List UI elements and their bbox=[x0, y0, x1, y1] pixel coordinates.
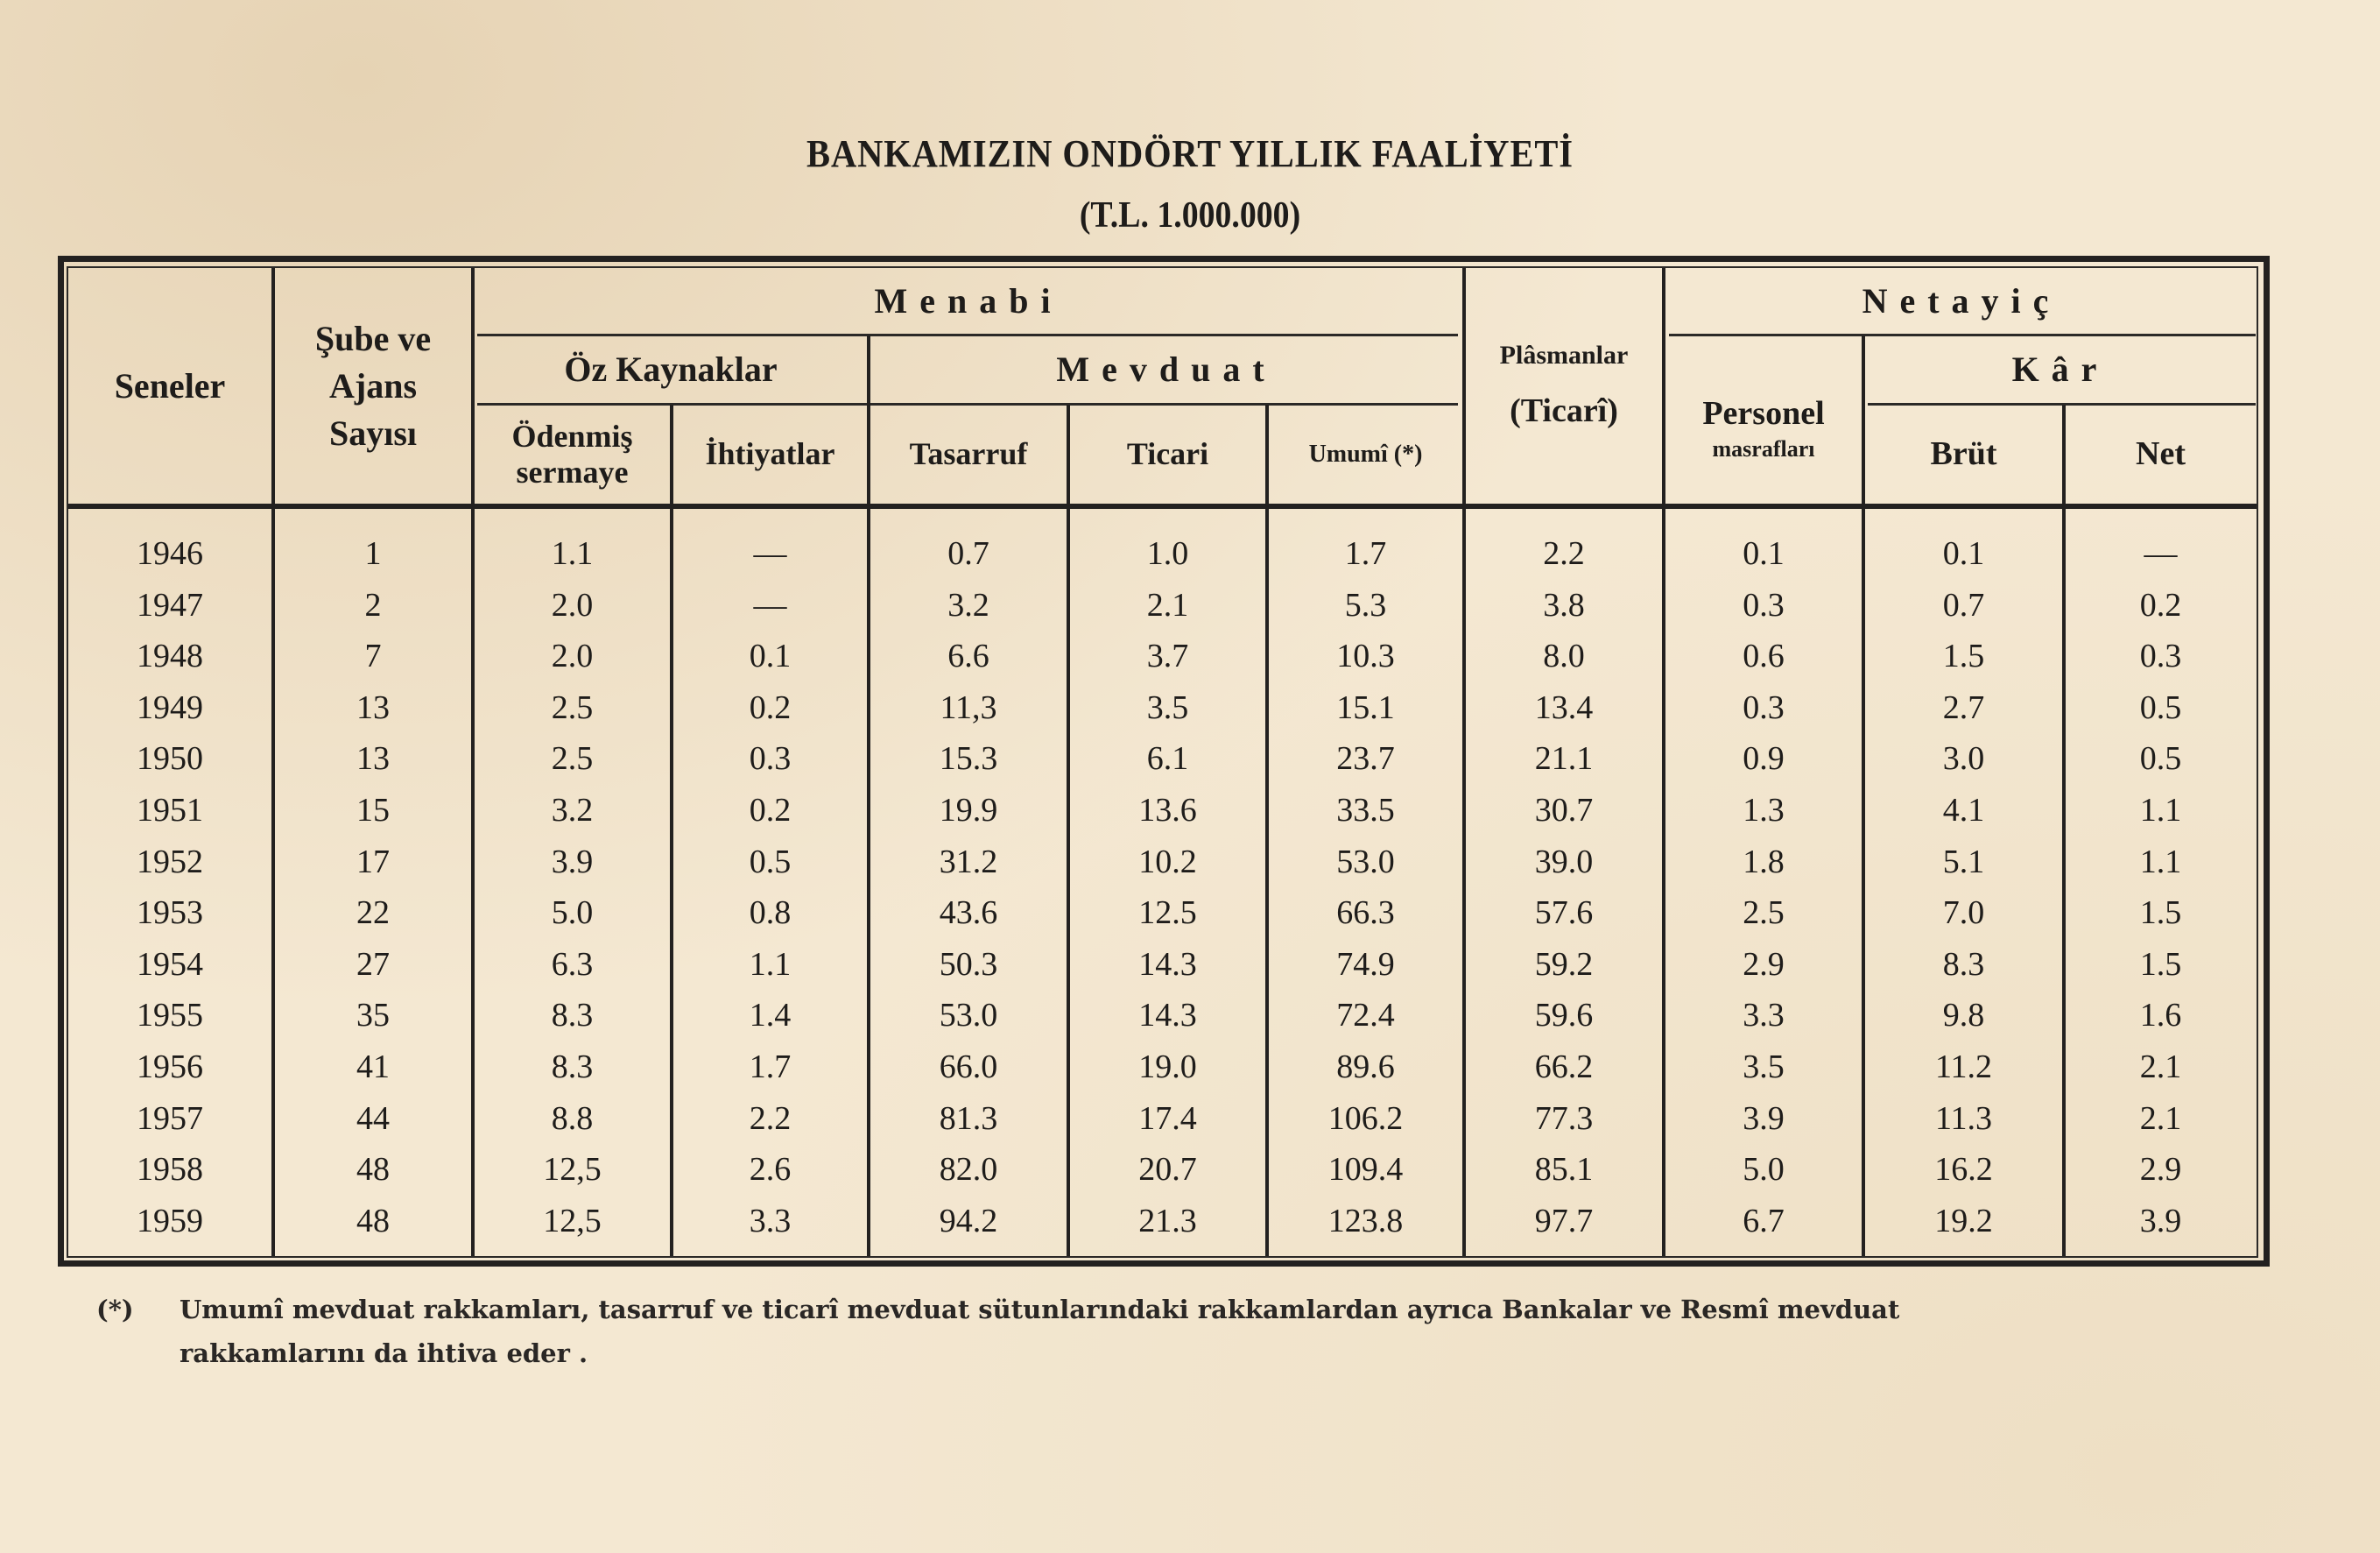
header-netayic: Netayiç bbox=[1862, 280, 2061, 321]
cell-net: 0.2 bbox=[2139, 586, 2182, 624]
cell-tasarruf: 11,3 bbox=[940, 688, 997, 726]
cell-brut: 16.2 bbox=[1934, 1151, 1993, 1189]
cell-tasarruf: 94.2 bbox=[939, 1202, 998, 1239]
cell-personel: 0.3 bbox=[1743, 586, 1785, 624]
cell-seneler: 1958 bbox=[137, 1151, 203, 1189]
cell-odenmis_sermaye: 2.0 bbox=[551, 586, 594, 624]
cell-tasarruf: 15.3 bbox=[939, 740, 998, 778]
cell-ihtiyatlar: 1.1 bbox=[749, 945, 792, 983]
cell-personel: 0.3 bbox=[1743, 688, 1785, 726]
cell-umumi: 72.4 bbox=[1336, 997, 1395, 1034]
cell-ihtiyatlar: 0.2 bbox=[749, 792, 792, 829]
cell-ihtiyatlar: 3.3 bbox=[749, 1202, 792, 1239]
cell-tasarruf: 0.7 bbox=[947, 535, 989, 572]
cell-net: — bbox=[2144, 535, 2178, 572]
cell-sube_ajans: 27 bbox=[356, 945, 390, 983]
cell-ticari: 2.1 bbox=[1146, 586, 1189, 624]
cell-ticari: 20.7 bbox=[1138, 1151, 1197, 1189]
header-mevduat: Mevduat bbox=[1056, 349, 1277, 389]
cell-tasarruf: 3.2 bbox=[947, 586, 989, 624]
cell-seneler: 1957 bbox=[137, 1099, 203, 1137]
header-odenmis-line2: sermaye bbox=[516, 455, 629, 490]
cell-net: 2.1 bbox=[2139, 1099, 2182, 1137]
cell-plasmanlar: 59.6 bbox=[1534, 997, 1594, 1034]
cell-seneler: 1948 bbox=[137, 638, 203, 675]
cell-net: 1.5 bbox=[2139, 894, 2182, 932]
cell-brut: 4.1 bbox=[1942, 792, 1985, 829]
cell-umumi: 123.8 bbox=[1327, 1202, 1404, 1239]
cell-odenmis_sermaye: 3.2 bbox=[551, 792, 594, 829]
cell-seneler: 1950 bbox=[137, 740, 203, 778]
cell-plasmanlar: 57.6 bbox=[1534, 894, 1594, 932]
cell-ticari: 14.3 bbox=[1138, 997, 1197, 1034]
cell-tasarruf: 82.0 bbox=[939, 1151, 998, 1189]
cell-ticari: 3.7 bbox=[1146, 638, 1189, 675]
cell-plasmanlar: 39.0 bbox=[1534, 843, 1594, 880]
cell-plasmanlar: 21.1 bbox=[1534, 740, 1594, 778]
cell-umumi: 53.0 bbox=[1336, 843, 1395, 880]
cell-odenmis_sermaye: 3.9 bbox=[551, 843, 594, 880]
cell-seneler: 1954 bbox=[137, 945, 203, 983]
cell-umumi: 109.4 bbox=[1327, 1151, 1404, 1189]
header-personel bbox=[1665, 336, 1862, 504]
cell-odenmis_sermaye: 1.1 bbox=[551, 535, 594, 572]
cell-net: 2.9 bbox=[2139, 1151, 2182, 1189]
cell-seneler: 1946 bbox=[137, 535, 203, 572]
cell-sube_ajans: 2 bbox=[364, 586, 382, 624]
header-sube-ajans bbox=[275, 268, 471, 504]
cell-tasarruf: 19.9 bbox=[939, 792, 998, 829]
cell-personel: 2.5 bbox=[1743, 894, 1785, 932]
cell-brut: 1.5 bbox=[1942, 638, 1985, 675]
cell-odenmis_sermaye: 8.8 bbox=[551, 1099, 594, 1137]
cell-brut: 3.0 bbox=[1942, 740, 1985, 778]
cell-ticari: 10.2 bbox=[1138, 843, 1197, 880]
cell-ihtiyatlar: 0.3 bbox=[749, 740, 792, 778]
cell-sube_ajans: 15 bbox=[356, 792, 390, 829]
cell-sube_ajans: 7 bbox=[364, 638, 382, 675]
cell-sube_ajans: 44 bbox=[356, 1099, 390, 1137]
cell-personel: 5.0 bbox=[1743, 1151, 1785, 1189]
header-sube-line2: Ajans bbox=[328, 365, 418, 406]
cell-plasmanlar: 77.3 bbox=[1534, 1099, 1594, 1137]
cell-ihtiyatlar: 0.5 bbox=[749, 843, 792, 880]
cell-odenmis_sermaye: 2.0 bbox=[551, 638, 594, 675]
cell-ticari: 3.5 bbox=[1146, 688, 1189, 726]
cell-sube_ajans: 41 bbox=[356, 1048, 390, 1085]
cell-ihtiyatlar: 2.6 bbox=[749, 1151, 792, 1189]
cell-sube_ajans: 35 bbox=[356, 997, 390, 1034]
cell-umumi: 106.2 bbox=[1327, 1099, 1404, 1137]
cell-sube_ajans: 48 bbox=[356, 1202, 390, 1239]
footnote-mark: (*) bbox=[96, 1295, 134, 1324]
cell-personel: 0.1 bbox=[1743, 535, 1785, 572]
cell-net: 1.5 bbox=[2139, 945, 2182, 983]
cell-tasarruf: 31.2 bbox=[939, 843, 998, 880]
cell-plasmanlar: 66.2 bbox=[1534, 1048, 1594, 1085]
header-plasmanlar-line2: (Ticarî) bbox=[1510, 392, 1618, 429]
cell-odenmis_sermaye: 2.5 bbox=[551, 740, 594, 778]
cell-personel: 2.9 bbox=[1743, 945, 1785, 983]
header-bottom-rule bbox=[68, 504, 2257, 509]
cell-ticari: 14.3 bbox=[1138, 945, 1197, 983]
cell-personel: 3.3 bbox=[1743, 997, 1785, 1034]
cell-umumi: 10.3 bbox=[1336, 638, 1395, 675]
cell-odenmis_sermaye: 12,5 bbox=[543, 1151, 602, 1189]
cell-net: 0.5 bbox=[2139, 688, 2182, 726]
cell-personel: 1.3 bbox=[1743, 792, 1785, 829]
header-sube-line1: Şube ve bbox=[314, 318, 432, 358]
cell-brut: 19.2 bbox=[1934, 1202, 1993, 1239]
cell-ticari: 17.4 bbox=[1138, 1099, 1197, 1137]
footnote-text: Umumî mevduat rakkamları, tasarruf ve ticarî mevduat sütunlarındaki rakkamlardan ayrıca Bankalar ve Resmî mevduat rakkamlarını da ihtiva eder . bbox=[180, 1295, 1900, 1368]
cell-umumi: 5.3 bbox=[1344, 586, 1387, 624]
cell-net: 1.6 bbox=[2139, 997, 2182, 1034]
cell-umumi: 1.7 bbox=[1344, 535, 1387, 572]
header-ticari: Ticari bbox=[1126, 436, 1209, 472]
cell-odenmis_sermaye: 8.3 bbox=[551, 1048, 594, 1085]
header-ihtiyatlar: İhtiyatlar bbox=[705, 436, 835, 472]
cell-net: 1.1 bbox=[2139, 792, 2182, 829]
cell-brut: 8.3 bbox=[1942, 945, 1985, 983]
cell-personel: 3.9 bbox=[1743, 1099, 1785, 1137]
cell-tasarruf: 53.0 bbox=[939, 997, 998, 1034]
cell-ticari: 12.5 bbox=[1138, 894, 1197, 932]
header-sube-line3: Sayısı bbox=[328, 413, 418, 453]
header-plasmanlar bbox=[1466, 268, 1662, 504]
cell-odenmis_sermaye: 12,5 bbox=[543, 1202, 602, 1239]
header-personel-line1: Personel bbox=[1702, 394, 1825, 432]
cell-odenmis_sermaye: 8.3 bbox=[551, 997, 594, 1034]
cell-odenmis_sermaye: 5.0 bbox=[551, 894, 594, 932]
header-umumi: Umumî (*) bbox=[1308, 440, 1423, 468]
cell-brut: 11.3 bbox=[1934, 1099, 1993, 1137]
cell-tasarruf: 43.6 bbox=[939, 894, 998, 932]
cell-plasmanlar: 3.8 bbox=[1543, 586, 1585, 624]
cell-sube_ajans: 48 bbox=[356, 1151, 390, 1189]
cell-ticari: 1.0 bbox=[1146, 535, 1189, 572]
cell-umumi: 15.1 bbox=[1336, 688, 1395, 726]
header-menabi: Menabi bbox=[874, 280, 1063, 321]
header-brut: Brüt bbox=[1930, 435, 1997, 473]
cell-plasmanlar: 97.7 bbox=[1534, 1202, 1594, 1239]
header-odenmis-sermaye bbox=[475, 406, 670, 504]
cell-ihtiyatlar: 0.2 bbox=[749, 688, 792, 726]
header-oz-kaynaklar: Öz Kaynaklar bbox=[564, 349, 778, 389]
cell-brut: 0.7 bbox=[1942, 586, 1985, 624]
cell-odenmis_sermaye: 2.5 bbox=[551, 688, 594, 726]
cell-odenmis_sermaye: 6.3 bbox=[551, 945, 594, 983]
cell-umumi: 33.5 bbox=[1336, 792, 1395, 829]
cell-personel: 0.6 bbox=[1743, 638, 1785, 675]
cell-brut: 9.8 bbox=[1942, 997, 1985, 1034]
unit-subtitle: (T.L. 1.000.000) bbox=[1079, 195, 1301, 236]
cell-personel: 3.5 bbox=[1743, 1048, 1785, 1085]
cell-net: 0.5 bbox=[2139, 740, 2182, 778]
cell-sube_ajans: 22 bbox=[356, 894, 390, 932]
cell-brut: 5.1 bbox=[1942, 843, 1985, 880]
cell-net: 2.1 bbox=[2139, 1048, 2182, 1085]
cell-personel: 1.8 bbox=[1743, 843, 1785, 880]
cell-umumi: 23.7 bbox=[1336, 740, 1395, 778]
cell-plasmanlar: 13.4 bbox=[1534, 688, 1594, 726]
cell-ihtiyatlar: 0.8 bbox=[749, 894, 792, 932]
cell-brut: 0.1 bbox=[1942, 535, 1985, 572]
cell-seneler: 1956 bbox=[137, 1048, 203, 1085]
header-seneler: Seneler bbox=[114, 365, 226, 406]
cell-personel: 0.9 bbox=[1743, 740, 1785, 778]
cell-seneler: 1959 bbox=[137, 1202, 203, 1239]
cell-brut: 2.7 bbox=[1942, 688, 1985, 726]
cell-brut: 7.0 bbox=[1942, 894, 1985, 932]
cell-umumi: 89.6 bbox=[1336, 1048, 1395, 1085]
cell-net: 3.9 bbox=[2139, 1202, 2182, 1239]
cell-ihtiyatlar: — bbox=[753, 535, 787, 572]
cell-ticari: 6.1 bbox=[1146, 740, 1189, 778]
cell-personel: 6.7 bbox=[1743, 1202, 1785, 1239]
cell-plasmanlar: 85.1 bbox=[1534, 1151, 1594, 1189]
cell-ihtiyatlar: 2.2 bbox=[749, 1099, 792, 1137]
cell-ihtiyatlar: 1.4 bbox=[749, 997, 792, 1034]
cell-seneler: 1949 bbox=[137, 688, 203, 726]
cell-tasarruf: 66.0 bbox=[939, 1048, 998, 1085]
cell-tasarruf: 81.3 bbox=[939, 1099, 998, 1137]
cell-sube_ajans: 1 bbox=[364, 535, 382, 572]
cell-umumi: 66.3 bbox=[1336, 894, 1395, 932]
cell-net: 1.1 bbox=[2139, 843, 2182, 880]
cell-seneler: 1951 bbox=[137, 792, 203, 829]
page-title: BANKAMIZIN ONDÖRT YILLIK FAALİYETİ bbox=[806, 132, 1574, 175]
cell-sube_ajans: 13 bbox=[356, 740, 390, 778]
cell-plasmanlar: 8.0 bbox=[1543, 638, 1585, 675]
cell-ihtiyatlar: 0.1 bbox=[749, 638, 792, 675]
cell-ticari: 21.3 bbox=[1138, 1202, 1197, 1239]
cell-sube_ajans: 17 bbox=[356, 843, 390, 880]
cell-umumi: 74.9 bbox=[1336, 945, 1395, 983]
cell-seneler: 1952 bbox=[137, 843, 203, 880]
cell-seneler: 1955 bbox=[137, 997, 203, 1034]
header-plasmanlar-line1: Plâsmanlar bbox=[1499, 341, 1629, 371]
header-odenmis-line1: Ödenmiş bbox=[511, 418, 633, 454]
cell-ticari: 19.0 bbox=[1138, 1048, 1197, 1085]
header-tasarruf: Tasarruf bbox=[909, 436, 1028, 472]
cell-brut: 11.2 bbox=[1934, 1048, 1993, 1085]
cell-plasmanlar: 59.2 bbox=[1534, 945, 1594, 983]
cell-ticari: 13.6 bbox=[1138, 792, 1197, 829]
header-personel-line2: masrafları bbox=[1712, 436, 1815, 462]
cell-tasarruf: 50.3 bbox=[939, 945, 998, 983]
cell-tasarruf: 6.6 bbox=[947, 638, 989, 675]
cell-sube_ajans: 13 bbox=[356, 688, 390, 726]
cell-plasmanlar: 30.7 bbox=[1534, 792, 1594, 829]
cell-ihtiyatlar: — bbox=[753, 586, 787, 624]
cell-net: 0.3 bbox=[2139, 638, 2182, 675]
cell-seneler: 1953 bbox=[137, 894, 203, 932]
cell-plasmanlar: 2.2 bbox=[1543, 535, 1585, 572]
header-kar: Kâr bbox=[2011, 349, 2109, 389]
cell-seneler: 1947 bbox=[137, 586, 203, 624]
cell-ihtiyatlar: 1.7 bbox=[749, 1048, 792, 1085]
header-net: Net bbox=[2136, 435, 2186, 473]
